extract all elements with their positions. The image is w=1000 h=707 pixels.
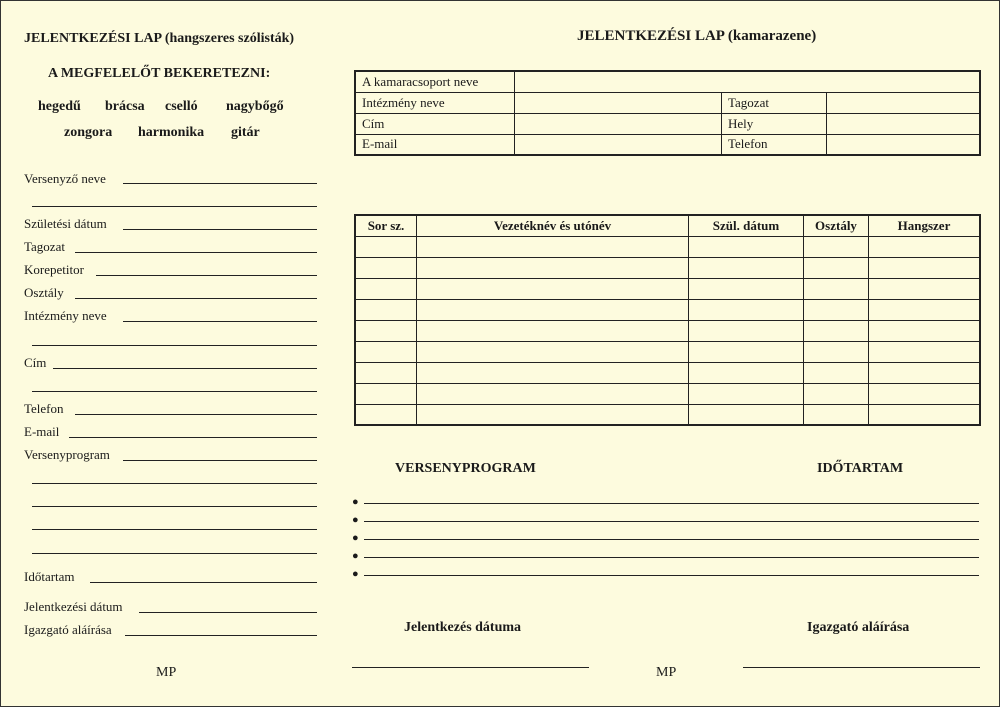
bullet-icon: ● xyxy=(352,550,359,562)
chamber-info-table xyxy=(354,70,981,156)
member-row[interactable] xyxy=(355,236,980,257)
program-entry-line[interactable] xyxy=(364,575,979,576)
class-line[interactable] xyxy=(75,298,317,299)
email-line[interactable] xyxy=(69,437,317,438)
address-line[interactable] xyxy=(53,368,317,369)
instrument-option-piano[interactable]: zongora xyxy=(64,125,113,140)
bullet-icon: ● xyxy=(352,532,359,544)
chamber-apply-date-line[interactable] xyxy=(352,667,589,668)
program-line-3[interactable] xyxy=(32,506,317,507)
competitor-name-line[interactable] xyxy=(123,183,317,184)
class-label: Osztály xyxy=(24,285,64,300)
institution-label: Intézmény neve xyxy=(24,308,107,323)
place-cell[interactable] xyxy=(827,113,981,134)
competitor-name-line-2[interactable] xyxy=(32,206,317,207)
program-entry-line[interactable] xyxy=(364,521,979,522)
institution-label-cell: Intézmény neve xyxy=(355,92,515,113)
col-header-name: Vezetéknév és utónév xyxy=(417,215,689,236)
program-line-2[interactable] xyxy=(32,483,317,484)
signature-line[interactable] xyxy=(125,635,317,636)
department-cell[interactable] xyxy=(827,92,981,113)
department-line[interactable] xyxy=(75,252,317,253)
signature-label: Igazgató aláírása xyxy=(24,622,112,637)
chamber-form-title: JELENTKEZÉSI LAP (kamarazene) xyxy=(577,28,817,44)
member-row[interactable] xyxy=(355,320,980,341)
member-row[interactable] xyxy=(355,299,980,320)
program-line-4[interactable] xyxy=(32,529,317,530)
program-label: Versenyprogram xyxy=(24,447,110,462)
instrument-option-violin[interactable]: hegedű xyxy=(38,99,81,114)
group-name-cell[interactable] xyxy=(515,71,981,92)
duration-line[interactable] xyxy=(90,582,317,583)
col-header-birth-date: Szül. dátum xyxy=(689,215,804,236)
address-label: Cím xyxy=(24,355,47,370)
accompanist-label: Korepetitor xyxy=(24,262,84,277)
phone-cell[interactable] xyxy=(827,134,981,155)
birth-date-label: Születési dátum xyxy=(24,216,107,231)
department-label-cell: Tagozat xyxy=(722,92,827,113)
member-row[interactable] xyxy=(355,383,980,404)
col-header-class: Osztály xyxy=(804,215,869,236)
phone-label: Telefon xyxy=(24,401,64,416)
duration-label: Időtartam xyxy=(24,569,75,584)
member-row[interactable] xyxy=(355,362,980,383)
phone-label-cell: Telefon xyxy=(722,134,827,155)
chamber-signature-line[interactable] xyxy=(743,667,980,668)
birth-date-line[interactable] xyxy=(123,229,317,230)
bullet-icon: ● xyxy=(352,496,359,508)
competitor-name-label: Versenyző neve xyxy=(24,171,106,186)
instruction-text: A MEGFELELŐT BEKERETEZNI: xyxy=(48,66,271,81)
member-row[interactable] xyxy=(355,404,980,425)
program-heading: VERSENYPROGRAM xyxy=(395,461,536,476)
email-cell[interactable] xyxy=(515,134,722,155)
program-entry-line[interactable] xyxy=(364,503,979,504)
instrument-option-guitar[interactable]: gitár xyxy=(231,125,260,140)
program-line[interactable] xyxy=(123,460,317,461)
instrument-option-viola[interactable]: brácsa xyxy=(105,99,145,114)
solo-form-title: JELENTKEZÉSI LAP (hangszeres szólisták) xyxy=(24,31,295,46)
address-cell[interactable] xyxy=(515,113,722,134)
group-name-label: A kamaracsoport neve xyxy=(355,71,515,92)
email-label-cell: E-mail xyxy=(355,134,515,155)
member-row[interactable] xyxy=(355,341,980,362)
member-row[interactable] xyxy=(355,278,980,299)
institution-line[interactable] xyxy=(123,321,317,322)
col-header-row-number: Sor sz. xyxy=(355,215,417,236)
chamber-apply-date-label: Jelentkezés dátuma xyxy=(404,620,522,635)
stamp-placeholder-left: MP xyxy=(156,665,177,680)
address-label-cell: Cím xyxy=(355,113,515,134)
members-table xyxy=(354,214,981,426)
col-header-instrument: Hangszer xyxy=(869,215,981,236)
program-entry-line[interactable] xyxy=(364,557,979,558)
duration-heading: IDŐTARTAM xyxy=(817,461,904,476)
program-entry-line[interactable] xyxy=(364,539,979,540)
program-line-5[interactable] xyxy=(32,553,317,554)
bullet-icon: ● xyxy=(352,514,359,526)
instrument-option-double-bass[interactable]: nagybőgő xyxy=(226,99,284,114)
apply-date-label: Jelentkezési dátum xyxy=(24,599,123,614)
instrument-option-accordion[interactable]: harmonika xyxy=(138,125,205,140)
member-row[interactable] xyxy=(355,257,980,278)
chamber-signature-label: Igazgató aláírása xyxy=(807,620,910,635)
institution-line-2[interactable] xyxy=(32,345,317,346)
apply-date-line[interactable] xyxy=(139,612,317,613)
accompanist-line[interactable] xyxy=(96,275,317,276)
institution-cell[interactable] xyxy=(515,92,722,113)
instrument-option-cello[interactable]: cselló xyxy=(165,99,198,114)
phone-line[interactable] xyxy=(75,414,317,415)
email-label: E-mail xyxy=(24,424,60,439)
place-label-cell: Hely xyxy=(722,113,827,134)
address-line-2[interactable] xyxy=(32,391,317,392)
department-label: Tagozat xyxy=(24,239,65,254)
stamp-placeholder-right: MP xyxy=(656,665,677,680)
bullet-icon: ● xyxy=(352,568,359,580)
